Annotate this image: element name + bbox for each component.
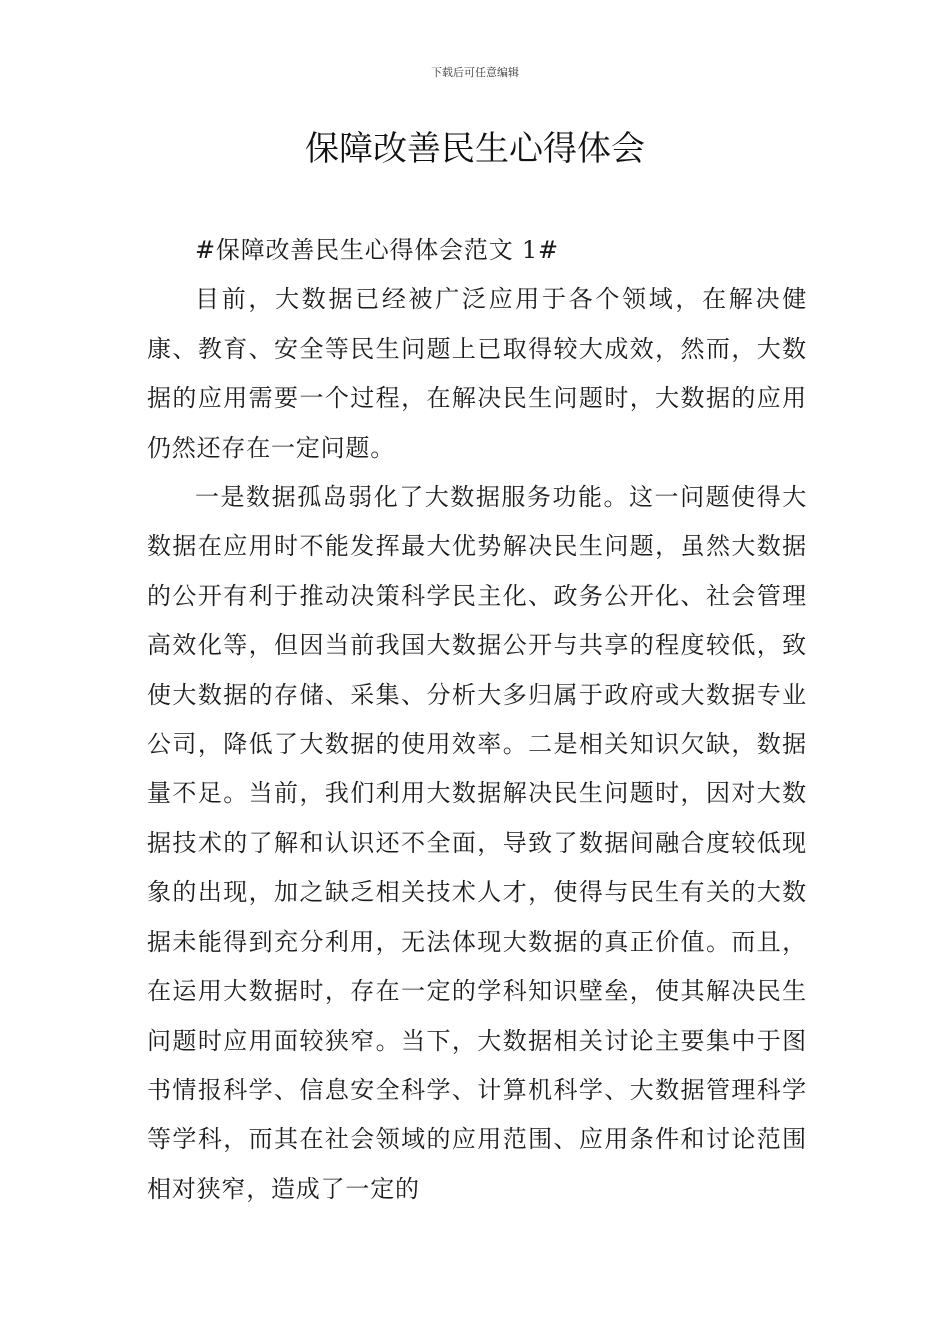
document-body (147, 226, 807, 1214)
paragraph-2: 一是数据孤岛弱化了大数据服务功能。这一问题使得大数据在应用时不能发挥最大优势解决民生问题，虽然大数据的公开有利于推动决策科学民主化、政务公开化、社会管理高效化等，但因当前我国大数据公开与共享的程度较低，致使大数据的存储、采集、分析大多归属于政府或大数据专业公司，降低了大数据的使用效率。二是相关知识欠缺，数据量不足。当前，我们利用大数据解决民生问题时，因对大数据技术的了解和认识还不全面，导致了数据间融合度较低现象的出现，加之缺乏相关技术人才，使得与民生有关的大数据未能得到充分利用，无法体现大数据的真正价值。而且，在运用大数据时，存在一定的学科知识壁垒，使其解决民生问题时应用面较狭窄。当下，大数据相关讨论主要集中于图书情报科学、信息安全科学、计算机科学、大数据管理科学等学科，而其在社会领域的应用范围、应用条件和讨论范围相对狭窄，造成了一定的 (147, 483, 807, 1203)
section-subheading: #保障改善民生心得体会范文 1# (195, 236, 559, 264)
paragraph-1: 目前，大数据已经被广泛应用于各个领域，在解决健康、教育、安全等民生问题上已取得较大成效，然而，大数据的应用需要一个过程，在解决民生问题时，大数据的应用仍然还存在一定问题。 (147, 285, 807, 462)
document-title: 保障改善民生心得体会 (305, 129, 645, 169)
header-note: 下载后可任意编辑 (431, 66, 519, 79)
